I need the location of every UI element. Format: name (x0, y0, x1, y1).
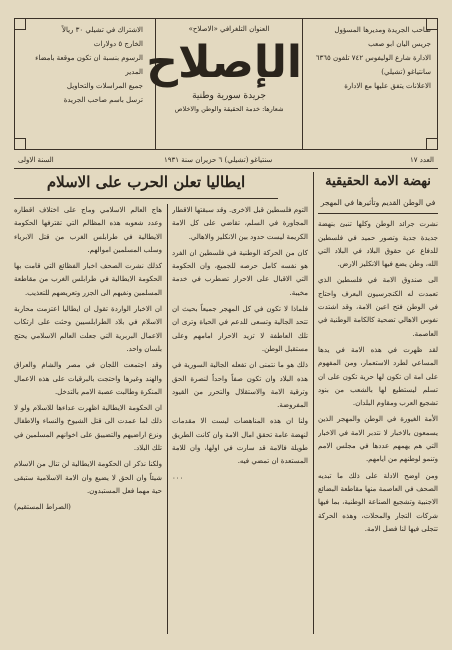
corner-ornament (14, 138, 26, 150)
paragraph: وقد اجتمعت اللجان في مصر والشام والعراق والهند وغيرها واحتجت بالبرقيات على هذه الاعمال المنكرة وطالبت عصبة الامم بالتدخل. (14, 361, 162, 396)
paragraph: كان من الحركة الوطنية في فلسطين ان الفرد هو نفسه كامل حرصه للجميع، وان الحكومة التي الاقبال على الاحرار تضطرب في خدمة مخيبة. (172, 248, 308, 297)
paragraph: فلماذا لا تكون في كل المهجر جميعاً بحيث ان تتحد الجالية وتسعى للدعم في الحياة وترى ان تلك العاطفة لا تزيد الاحرار امامهم وعلى مستقبل الوطن. (172, 305, 308, 353)
newspaper-logo: الإصلاح (146, 37, 302, 88)
paragraph: الأمة الغيورة في الوطن والمهجر الذين يسمعون بالاخبار لا نتدبر الامة في الاخبار التي هم يهمهم عددها في مجلس الامم وتنمو لوطنهم من ايامهم. (318, 415, 438, 464)
paragraph: ذلك هو ما نتمنى ان تفعله الجالية السورية في هذه البلاد وان تكون صفاً واحداً لنصرة الحق وترقية الامة والاستقلال والتحرر من القيود المفروضة. (172, 361, 308, 410)
subscription-line: ترسل باسم صاحب الجريدة (63, 96, 143, 104)
issue-date: سنتياغو (تشيلي) ٦ حزيران سنة ١٩٣١ (164, 156, 273, 164)
corner-ornament (426, 138, 438, 150)
paragraph: الى صندوق الامة في فلسطين الذي تعمدت له الكنجرسيون البعرف واحتاج في الوطن فتح اعين الامة، وقد اشتدت نفوس الاهالي تضحية كالكامة الوطنية في العاصمة. (318, 276, 438, 338)
paragraph: نشرت جرائد الوطن وكلها تنبئ بنهضة جديدة جدية وتصور حميد في فلسطين للدفاع عن حقوق البلاد في البلاد التي الله، وطن يضع فيها الانكليز الارض. (318, 220, 438, 269)
article-signoff: ٠٠٠ (172, 473, 184, 482)
paragraph: ان الحكومة الايطالية اظهرت عداءها للاسلام ولو لا ذلك لما عمدت الى قتل الشيوخ والنساء والاطفال ونزع اراضيهم والتضييق على اخوانهم المسلمين في تلك البلاد. (14, 404, 162, 453)
paragraph: هاج العالم الاسلامي وماج على اختلاف اقطاره وعدد شعوبه هذه المظالم التي تقترفها الحكومة الايطالية في طرابلس الغرب من قتل الابرياء وسلب المسلمين اموالهم. (14, 206, 162, 254)
issue-number: العدد ١٧ (409, 156, 434, 164)
publisher-line: الادارة شارع الوليفوس ٧٤٢ تلفون ٦٣٦٥ (315, 54, 431, 62)
column-rule (167, 204, 168, 634)
article-signoff: (الصراط المستقيم) (14, 503, 71, 512)
subscription-line: جميع المراسلات والتحاويل (66, 82, 143, 90)
headline-divider (14, 198, 278, 199)
article-middle-column (172, 204, 308, 640)
paragraph: كذلك نشرت الصحف اخبار الفظائع التي قامت بها الحكومة الايطالية في طرابلس الغرب من مقاطعة المسلمين ونفيهم الى الجزر وتعريضهم للتعذيب. (14, 262, 162, 297)
paragraph: ولنا ان هذه المناهضات ليست الا مقدمات لنهضة عامة تحقق امال الامة وان كانت الطريق طويلة فالامة قد سارت في اولها، وان للامة المستعدة ان تمضي فيه. (172, 417, 308, 466)
masthead-publisher-info (311, 23, 431, 93)
newspaper-motto: شعارها: خدمة الحقيقة والوطن والاخلاص (174, 105, 284, 113)
article-left-column (14, 204, 162, 640)
paragraph: ولكنا نذكر ان الحكومة الايطالية لن تنال من الاسلام شيئاً وان الحق لا يضيع وان الامة الاسلامية ستبقى حية مهما فعل المستبدون. (14, 460, 162, 495)
masthead-subscription-info (21, 23, 143, 107)
issue-year: السنة الاولى (18, 156, 54, 164)
subscription-line: الخارج ٥ دولارات (93, 40, 143, 48)
masthead-title-block (146, 19, 303, 149)
subscription-line: الرسوم بنسبة ان تكون موقعة بامضاء المدير (35, 54, 143, 76)
article-right-subhead: في الوطن القديم وتأثيرها في المهجر (320, 198, 436, 207)
article-right-column (318, 172, 438, 640)
publisher-line: سانتياغو (تشيلي) (381, 68, 431, 76)
subscription-line: الاشتراك في تشيلي ٣٠ ريالاً (61, 26, 143, 34)
paragraph: ومن اوضح الادلة على ذلك ما تبديه الصحف في العاصمة منها مقاطعة البضائع الاجنبية وتشجيع الصناعة الوطنية، بما فيها شركات التجار والمحلات، وهذه الحركة تتجلى فيها لنا فضل الامة. (318, 471, 438, 533)
publisher-line: جريس اليان ابو صعب (368, 40, 431, 48)
publisher-line: الاعلانات يتفق عليها مع الادارة (344, 82, 431, 90)
telegraph-address: العنوان التلغرافي «الاصلاح» (188, 25, 270, 33)
newspaper-subtitle: جريدة سورية وطنية (192, 91, 266, 101)
masthead (14, 18, 438, 150)
article-left-headline: ايطاليا تعلن الحرب على الاسلام (46, 173, 246, 191)
paragraph: ان الاخبار الواردة تقول ان ايطاليا اعتزمت محاربة الاسلام في بلاد الطرابلسيين وحثت على ارتكاب الاعمال البربرية التي جعلت العالم الاسلامي يحتج بلسان واحد. (14, 305, 162, 353)
paragraph: التوم فلسطين قبل الاخرى. وقد سبقتها الاقطار المجاورة في السلم، تقاضي على كل الامة الكريمة ليست حدود بين الانكليز والاهالي. (172, 206, 308, 241)
publisher-line: صاحب الجريدة ومديرها المسؤول (334, 26, 431, 34)
dateline (14, 154, 438, 169)
paragraph: لقد ظهرت في هذه الامة في يدها المساعي لطرد الاستعمار، ومن المفهوم على امة ان تكون لها حرية تكون على ان تسلم ليستطيع لها بالشعب من بنود تشجيع العرب ومقاوم البلدان. (318, 345, 438, 408)
column-rule (313, 172, 314, 634)
article-right-headline: نهضة الامة الحقيقية (325, 174, 431, 189)
divider (318, 213, 438, 214)
